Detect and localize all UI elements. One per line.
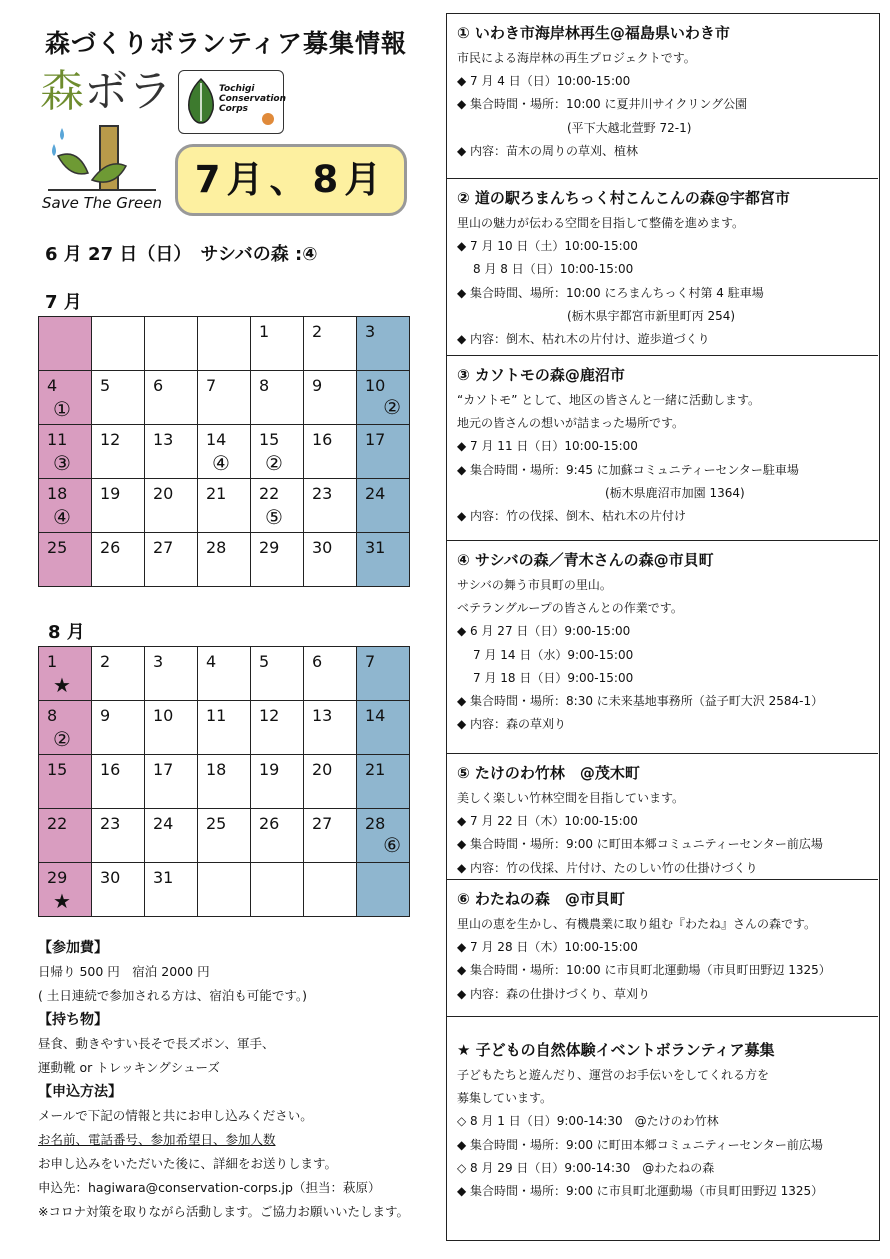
calendar-week [39, 479, 410, 533]
day-number: 8 [47, 706, 58, 725]
calendar-day [357, 647, 410, 701]
event-detail: ◇ 8 月 29 日（日）9:00-14:30 @わたねの森 [457, 1160, 715, 1175]
calendar-day [92, 533, 145, 587]
mori-bora-logo [40, 68, 172, 116]
calendar-day [251, 479, 304, 533]
calendar-week [39, 371, 410, 425]
calendar-day [304, 479, 357, 533]
july-label: 7 月 [45, 292, 82, 313]
calendar-day [145, 863, 198, 917]
calendar-day [39, 701, 92, 755]
event-detail: ◆ 6 月 27 日（日）9:00-15:00 [457, 624, 631, 639]
august-label: 8 月 [48, 622, 85, 643]
event-detail: (栃木県鹿沼市加園 1364) [605, 485, 745, 500]
event-detail: 募集しています。 [457, 1091, 553, 1106]
day-number: 4 [206, 652, 217, 671]
event-detail: “カソトモ” として、地区の皆さんと一緒に活動します。 [457, 393, 761, 407]
event-title: ★ 子どもの自然体験イベントボランティア募集 [457, 1041, 775, 1059]
event-detail: (栃木県宇都宮市新里町丙 254) [567, 308, 736, 323]
calendar-day [304, 533, 357, 587]
calendar-day [92, 809, 145, 863]
event-section [447, 1017, 878, 1241]
event-detail: ◆ 集合時間・場所：9:00 に市貝町北運動場（市貝町田野辺 1325） [457, 1184, 824, 1199]
calendar-day [198, 809, 251, 863]
event-detail: ◆ 集合時間・場所：8:30 に未来基地事務所（益子町大沢 2584-1） [457, 694, 824, 709]
event-detail: ◆ 集合時間・場所：9:00 に町田本郷コミュニティーセンター前広場 [457, 837, 823, 852]
day-number: 16 [312, 430, 333, 449]
day-number: 7 [206, 376, 217, 395]
day-number: 12 [100, 430, 121, 449]
calendar-day [357, 701, 410, 755]
event-title: ③ カソトモの森@鹿沼市 [457, 366, 625, 384]
calendar-day [198, 479, 251, 533]
event-title: ④ サシバの森／青木さんの森@市貝町 [457, 551, 714, 569]
calendar-day [145, 425, 198, 479]
day-number: 23 [312, 484, 333, 503]
event-detail: ◆ 内容：竹の伐採、片付け、たのしい竹の仕掛けづくり [457, 860, 758, 875]
event-marker: ⑤ [265, 505, 283, 529]
day-number: 17 [365, 430, 386, 449]
calendar-day [198, 317, 251, 371]
calendar-day [39, 755, 92, 809]
day-number: 17 [153, 760, 174, 779]
event-section [447, 179, 878, 356]
calendar-day [92, 425, 145, 479]
calendar-day [92, 647, 145, 701]
day-number: 18 [206, 760, 227, 779]
day-number: 7 [365, 652, 376, 671]
day-number: 21 [365, 760, 386, 779]
event-marker: ★ [53, 673, 71, 697]
event-detail: サシバの舞う市貝町の里山。 [457, 578, 612, 592]
day-number: 8 [259, 376, 270, 395]
apply-line: お申し込みをいただいた後に、詳細をお送りします。 [38, 1156, 338, 1171]
event-section [447, 541, 878, 754]
apply-contact: 申込先：hagiwara@conservation-corps.jp（担当：萩原） [38, 1180, 381, 1195]
day-number: 6 [153, 376, 164, 395]
calendar-day [251, 317, 304, 371]
calendar-day [357, 317, 410, 371]
event-detail: 市民による海岸林の再生プロジェクトです。 [457, 51, 696, 65]
event-detail: 里山の恵を生かし、有機農業に取り組む『わたね』さんの森です。 [457, 917, 817, 931]
calendar-week [39, 701, 410, 755]
day-number: 5 [100, 376, 111, 395]
day-number: 18 [47, 484, 68, 503]
calendar-day [198, 701, 251, 755]
calendar-day [39, 425, 92, 479]
day-number: 20 [312, 760, 333, 779]
day-number: 6 [312, 652, 323, 671]
event-detail: 7 月 18 日（日）9:00-15:00 [473, 670, 634, 685]
day-number: 13 [312, 706, 333, 725]
day-number: 30 [100, 868, 121, 887]
event-marker: ② [383, 395, 401, 419]
calendar-day [357, 863, 410, 917]
event-detail: (平下大越北萱野 72-1) [567, 120, 692, 135]
day-number: 31 [365, 538, 386, 557]
calendar-day [304, 701, 357, 755]
event-marker: ⑥ [383, 833, 401, 857]
event-detail: ◆ 集合時間・場所：9:45 に加蘇コミュニティーセンター駐車場 [457, 462, 799, 477]
day-number: 27 [312, 814, 333, 833]
event-marker: ④ [212, 451, 230, 475]
calendar-day [357, 809, 410, 863]
fee-heading: 【参加費】 [38, 940, 108, 956]
sprout-icon [48, 118, 158, 193]
covid-note: ※コロナ対策を取りながら活動します。ご協力お願いいたします。 [38, 1204, 409, 1219]
calendar-day [251, 425, 304, 479]
day-number: 11 [206, 706, 227, 725]
items-line: 運動靴 or トレッキングシューズ [38, 1060, 220, 1075]
calendar-week [39, 647, 410, 701]
event-section [447, 880, 878, 1017]
day-number: 25 [206, 814, 227, 833]
july-calendar [38, 316, 410, 587]
calendar-day [92, 755, 145, 809]
event-marker: ① [53, 397, 71, 421]
day-number: 11 [47, 430, 68, 449]
day-number: 10 [365, 376, 386, 395]
day-number: 20 [153, 484, 174, 503]
day-number: 12 [259, 706, 280, 725]
calendar-day [251, 371, 304, 425]
day-number: 5 [259, 652, 270, 671]
event-marker: ② [53, 727, 71, 751]
day-number: 19 [100, 484, 121, 503]
day-number: 4 [47, 376, 58, 395]
calendar-day [39, 317, 92, 371]
day-number: 22 [47, 814, 68, 833]
calendar-day [304, 647, 357, 701]
calendar-day [145, 701, 198, 755]
tcc-line-2: Conservation [219, 94, 287, 104]
event-detail: ◆ 集合時間・場所：9:00 に町田本郷コミュニティーセンター前広場 [457, 1137, 823, 1152]
event-detail: ◇ 8 月 1 日（日）9:00-14:30 @たけのわ竹林 [457, 1114, 719, 1129]
calendar-day [357, 533, 410, 587]
day-number: 29 [259, 538, 280, 557]
calendar-day [39, 533, 92, 587]
event-detail: ベテラングループの皆さんとの作業です。 [457, 601, 683, 616]
day-number: 19 [259, 760, 280, 779]
calendar-day [251, 533, 304, 587]
event-marker: ★ [53, 889, 71, 913]
logo-kanji: 森 [40, 66, 84, 117]
day-number: 10 [153, 706, 174, 725]
calendar-day [145, 479, 198, 533]
day-number: 26 [259, 814, 280, 833]
day-number: 27 [153, 538, 174, 557]
event-detail: 子どもたちと遊んだり、運営のお手伝いをしてくれる方を [457, 1068, 770, 1082]
calendar-day [304, 425, 357, 479]
event-detail: ◆ 内容：竹の伐採、倒木、枯れ木の片付け [457, 509, 687, 524]
event-title: ① いわき市海岸林再生@福島県いわき市 [457, 24, 730, 42]
event-detail: ◆ 内容：倒木、枯れ木の片付け、遊歩道づくり [457, 332, 710, 347]
event-detail: ◆ 集合時間・場所：10:00 に市貝町北運動場（市貝町田野辺 1325） [457, 963, 831, 978]
fee-line: 日帰り 500 円 宿泊 2000 円 [38, 964, 210, 979]
calendar-week [39, 533, 410, 587]
calendar-day [198, 425, 251, 479]
calendar-day [145, 533, 198, 587]
event-detail: ◆ 7 月 10 日（土）10:00-15:00 [457, 239, 638, 254]
event-detail: 里山の魅力が伝わる空間を目指して整備を進めます。 [457, 216, 745, 230]
calendar-week [39, 863, 410, 917]
event-detail: 8 月 8 日（日）10:00-15:00 [473, 262, 634, 277]
calendar-day [198, 755, 251, 809]
tagline: Save The Green [42, 194, 163, 212]
calendar-day [145, 809, 198, 863]
event-detail: ◆ 7 月 22 日（木）10:00-15:00 [457, 814, 638, 829]
calendar-day [92, 371, 145, 425]
day-number: 15 [259, 430, 280, 449]
calendar-day [39, 809, 92, 863]
day-number: 3 [365, 322, 376, 341]
day-number: 28 [206, 538, 227, 557]
day-number: 15 [47, 760, 68, 779]
tcc-logo [178, 70, 287, 134]
calendar-day [304, 317, 357, 371]
calendar-day [251, 809, 304, 863]
day-number: 31 [153, 868, 174, 887]
calendar-day [145, 317, 198, 371]
day-number: 21 [206, 484, 227, 503]
day-number: 24 [153, 814, 174, 833]
event-title: ② 道の駅ろまんちっく村こんこんの森@宇都宮市 [457, 189, 790, 207]
calendar-day [39, 863, 92, 917]
calendar-day [92, 701, 145, 755]
day-number: 14 [365, 706, 386, 725]
day-number: 29 [47, 868, 68, 887]
calendar-day [39, 647, 92, 701]
event-detail: ◆ 内容：苗木の周りの草刈、植林 [457, 143, 639, 158]
calendar-day [198, 863, 251, 917]
logo-kana: ボラ [84, 66, 172, 117]
calendar-day [357, 425, 410, 479]
items-heading: 【持ち物】 [38, 1012, 108, 1028]
months-banner: 7月、8月 [175, 144, 407, 216]
event-detail: ◆ 内容：森の仕掛けづくり、草刈り [457, 986, 651, 1001]
items-line: 昼食、動きやすい長そで長ズボン、軍手、 [38, 1036, 275, 1051]
pre-event: 6 月 27 日（日） サシバの森 :④ [45, 244, 318, 265]
calendar-week [39, 317, 410, 371]
tcc-line-3: Corps [219, 104, 249, 114]
event-title: ⑥ わたねの森 @市貝町 [457, 890, 625, 908]
event-marker: ② [265, 451, 283, 475]
calendar-day [304, 863, 357, 917]
apply-heading: 【申込方法】 [38, 1084, 122, 1100]
event-detail: 美しく楽しい竹林空間を目指しています。 [457, 791, 685, 805]
day-number: 26 [100, 538, 121, 557]
event-title: ⑤ たけのわ竹林 @茂木町 [457, 764, 640, 782]
day-number: 30 [312, 538, 333, 557]
day-number: 24 [365, 484, 386, 503]
event-section [447, 14, 878, 179]
apply-required: お名前、電話番号、参加希望日、参加人数 [38, 1132, 276, 1147]
calendar-week [39, 809, 410, 863]
event-detail: ◆ 7 月 28 日（木）10:00-15:00 [457, 940, 638, 955]
day-number: 1 [47, 652, 58, 671]
event-detail: 地元の皆さんの想いが詰まった場所です。 [457, 416, 685, 431]
calendar-day [251, 701, 304, 755]
day-number: 13 [153, 430, 174, 449]
calendar-day [357, 755, 410, 809]
event-marker: ③ [53, 451, 71, 475]
fee-note: ( 土日連続で参加される方は、宿泊も可能です。) [38, 988, 307, 1003]
event-detail: 7 月 14 日（水）9:00-15:00 [473, 647, 634, 662]
event-section [447, 356, 878, 541]
day-number: 2 [312, 322, 323, 341]
calendar-day [357, 371, 410, 425]
day-number: 2 [100, 652, 111, 671]
calendar-day [198, 371, 251, 425]
day-number: 9 [100, 706, 111, 725]
day-number: 14 [206, 430, 227, 449]
calendar-day [357, 479, 410, 533]
event-detail: ◆ 7 月 4 日（日）10:00-15:00 [457, 74, 631, 89]
event-marker: ④ [53, 505, 71, 529]
calendar-day [39, 479, 92, 533]
calendar-day [92, 863, 145, 917]
calendar-day [304, 755, 357, 809]
info-block [38, 936, 409, 1224]
calendar-day [304, 809, 357, 863]
calendar-day [145, 755, 198, 809]
day-number: 3 [153, 652, 164, 671]
event-detail: ◆ 集合時間、場所：10:00 にろまんちっく村第 4 駐車場 [457, 285, 764, 300]
calendar-day [251, 755, 304, 809]
calendar-day [92, 479, 145, 533]
event-detail: ◆ 内容：森の草刈り [457, 717, 567, 732]
day-number: 1 [259, 322, 270, 341]
calendar-week [39, 425, 410, 479]
event-detail: ◆ 集合時間・場所：10:00 に夏井川サイクリング公園 [457, 97, 748, 112]
events-panel [446, 13, 880, 1241]
event-section [447, 754, 878, 880]
page-title: 森づくりボランティア募集情報 [45, 29, 408, 58]
calendar-day [145, 647, 198, 701]
leaf-icon [185, 77, 217, 125]
apply-line: メールで下記の情報と共にお申し込みください。 [38, 1108, 313, 1123]
day-number: 23 [100, 814, 121, 833]
day-number: 22 [259, 484, 280, 503]
calendar-day [198, 647, 251, 701]
calendar-day [251, 863, 304, 917]
calendar-day [145, 371, 198, 425]
day-number: 25 [47, 538, 68, 557]
calendar-day [304, 371, 357, 425]
hand-icon [259, 111, 277, 127]
day-number: 9 [312, 376, 323, 395]
calendar-day [39, 371, 92, 425]
day-number: 28 [365, 814, 386, 833]
august-calendar [38, 646, 410, 917]
calendar-day [92, 317, 145, 371]
calendar-week [39, 755, 410, 809]
tcc-line-1: Tochigi [219, 84, 255, 94]
event-detail: ◆ 7 月 11 日（日）10:00-15:00 [457, 439, 638, 454]
day-number: 16 [100, 760, 121, 779]
calendar-day [251, 647, 304, 701]
calendar-day [198, 533, 251, 587]
